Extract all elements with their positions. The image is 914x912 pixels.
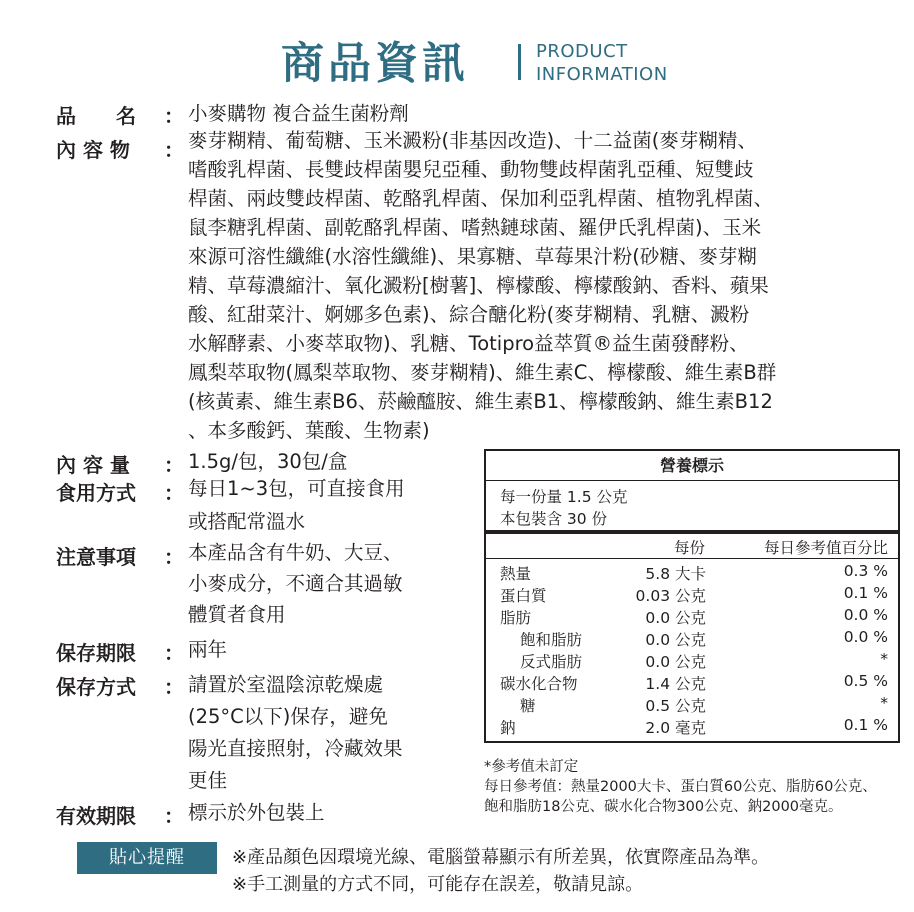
nutrient-value: 0.0 公克: [645, 631, 706, 649]
nutrient-dv: 0.0 %: [843, 628, 888, 646]
nutrient-value: 1.4 公克: [645, 675, 706, 693]
ingredients-line: 嗜酸乳桿菌、長雙歧桿菌嬰兒亞種、動物雙歧桿菌乳亞種、短雙歧: [188, 158, 754, 181]
nutrient-name: 蛋白質: [500, 587, 547, 605]
nutrition-table: [484, 449, 900, 743]
caution-line: 體質者食用: [188, 603, 286, 626]
name-colon: ：: [164, 104, 184, 128]
ingredients-line: (核黃素、維生素B6、菸鹼醯胺、維生素B1、檸檬酸鈉、維生素B12: [188, 390, 773, 413]
usage-colon: ：: [164, 481, 184, 505]
nutrient-value: 0.0 公克: [645, 609, 706, 627]
reminder-badge: 貼心提醒: [77, 842, 217, 874]
ingredients-line: 桿菌、兩歧雙歧桿菌、乾酪乳桿菌、保加利亞乳桿菌、植物乳桿菌、: [188, 187, 774, 210]
divider: [486, 558, 898, 559]
nutrient-name: 碳水化合物: [500, 675, 578, 693]
ingredients-line: 鼠李糖乳桿菌、副乾酪乳桿菌、嗜熱鏈球菌、羅伊氏乳桿菌)、玉米: [188, 216, 762, 239]
ingredients-label: 內 容 物: [56, 138, 130, 162]
nutrient-dv: 0.1 %: [843, 716, 888, 734]
page-title-en: [536, 40, 668, 86]
col-per-serving: 每份: [674, 539, 706, 557]
ingredients-line: 水解酵素、小麥萃取物)、乳糖、Totipro益萃質®益生菌發酵粉、: [188, 332, 749, 355]
shelf-life-colon: ：: [164, 641, 184, 665]
storage-text: [188, 669, 403, 797]
expiry-label: 有效期限: [56, 804, 136, 828]
nutrient-dv: 0.3 %: [843, 562, 888, 580]
usage-line: 或搭配常溫水: [188, 510, 306, 533]
servings-per-package: 本包裝含 30 份: [500, 510, 608, 528]
caution-label: 注意事項: [56, 545, 136, 569]
expiry-colon: ：: [164, 804, 184, 828]
storage-line: 更佳: [188, 769, 228, 792]
nutrient-value: 5.8 大卡: [645, 565, 706, 583]
nutrition-note: 每日參考值：熱量2000大卡、蛋白質60公克、脂肪60公克、: [484, 779, 877, 795]
nutrient-dv: 0.1 %: [843, 584, 888, 602]
shelf-life-label: 保存期限: [56, 641, 136, 665]
storage-line: 請置於室溫陰涼乾燥處: [188, 673, 384, 696]
shelf-life-value: 兩年: [188, 638, 228, 661]
usage-line: 每日1~3包，可直接食用: [188, 477, 405, 500]
nutrition-note: 飽和脂肪18公克、碳水化合物300公克、鈉2000毫克。: [484, 799, 843, 815]
usage-text: [188, 472, 405, 538]
caution-line: 本產品含有牛奶、大豆、: [188, 541, 403, 564]
nutrient-dv: *: [880, 650, 888, 668]
expiry-value: 標示於外包裝上: [188, 801, 325, 824]
amount-label: 內 容 量: [56, 453, 130, 477]
usage-label: 食用方式: [56, 481, 136, 505]
serving-size: 每一份量 1.5 公克: [500, 488, 628, 506]
caution-line: 小麥成分，不適合其過敏: [188, 572, 403, 595]
nutrient-value: 2.0 毫克: [645, 719, 706, 737]
nutrient-value: 0.5 公克: [645, 697, 706, 715]
ingredients-line: 酸、紅甜菜汁、婀娜多色素)、綜合醣化粉(麥芽糊精、乳糖、澱粉: [188, 303, 750, 326]
ingredients-line: 精、草莓濃縮汁、氧化澱粉[樹薯]、檸檬酸、檸檬酸鈉、香料、蘋果: [188, 274, 769, 297]
title-en-line-1: PRODUCT: [536, 41, 628, 62]
ingredients-colon: ：: [164, 138, 184, 162]
nutrient-name: 糖: [520, 697, 536, 715]
storage-line: 陽光直接照射，冷藏效果: [188, 737, 403, 760]
ingredients-line: 麥芽糊精、葡萄糖、玉米澱粉(非基因改造)、十二益菌(麥芽糊精、: [188, 129, 757, 152]
page-header: [0, 36, 914, 92]
nutrient-value: 0.0 公克: [645, 653, 706, 671]
nutrient-name: 反式脂肪: [520, 653, 583, 671]
caution-text: [188, 537, 403, 630]
nutrient-dv: 0.0 %: [843, 606, 888, 624]
ingredients-text: [188, 126, 908, 445]
ingredients-line: 鳳梨萃取物(鳳梨萃取物、麥芽糊精)、維生素C、檸檬酸、維生素B群: [188, 361, 777, 384]
nutrient-name: 鈉: [500, 719, 516, 737]
divider: [486, 530, 898, 534]
storage-colon: ：: [164, 675, 184, 699]
nutrient-name: 脂肪: [500, 609, 532, 627]
nutrient-dv: *: [880, 694, 888, 712]
amount-value: 1.5g/包，30包/盒: [188, 450, 348, 473]
storage-label: 保存方式: [56, 675, 136, 699]
col-daily-value: 每日參考值百分比: [763, 539, 888, 557]
title-en-line-2: INFORMATION: [536, 64, 668, 85]
nutrient-name: 熱量: [500, 565, 532, 583]
page-title: 商品資訊: [281, 39, 469, 89]
name-label: 品 名: [56, 104, 136, 128]
nutrition-note: *參考值未訂定: [484, 759, 579, 775]
storage-line: (25°C以下)保存，避免: [188, 705, 388, 728]
name-value: 小麥購物 複合益生菌粉劑: [188, 102, 409, 125]
ingredients-line: 、本多酸鈣、葉酸、生物素): [188, 419, 430, 442]
nutrient-dv: 0.5 %: [843, 672, 888, 690]
caution-colon: ：: [164, 545, 184, 569]
amount-colon: ：: [164, 453, 184, 477]
nutrient-value: 0.03 公克: [635, 587, 706, 605]
ingredients-line: 來源可溶性纖維(水溶性纖維)、果寡糖、草莓果汁粉(砂糖、麥芽糊: [188, 245, 757, 268]
title-divider: [518, 44, 521, 80]
reminder-line: ※手工測量的方式不同，可能存在誤差，敬請見諒。: [232, 874, 644, 895]
reminder-line: ※產品顏色因環境光線、電腦螢幕顯示有所差異，依實際產品為準。: [232, 847, 770, 868]
nutrient-name: 飽和脂肪: [520, 631, 583, 649]
nutrition-title: 營養標示: [486, 451, 898, 481]
